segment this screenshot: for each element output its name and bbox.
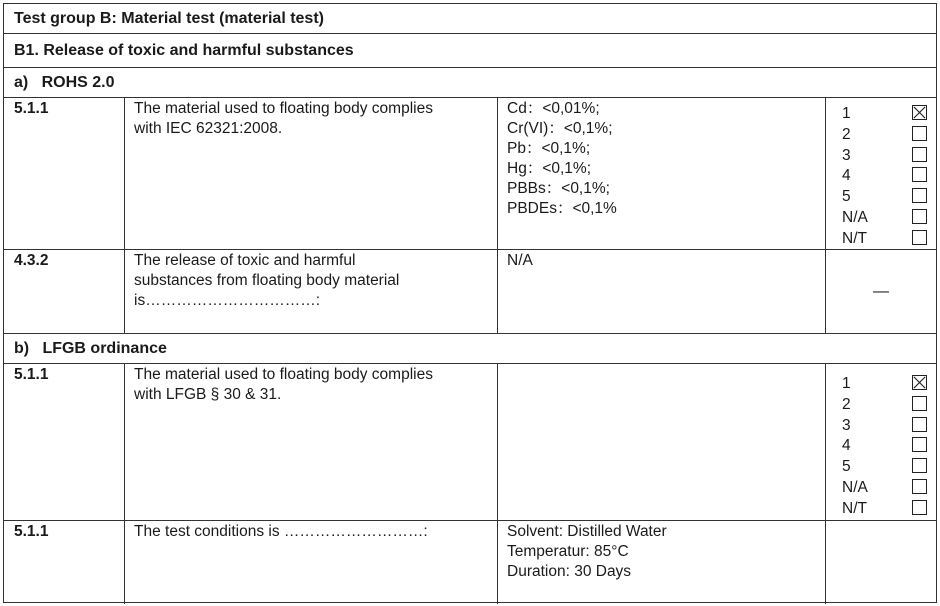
verdict-option <box>842 145 936 166</box>
result-cell <box>498 364 826 520</box>
checked-checkbox-icon[interactable] <box>912 375 927 390</box>
clause-cell: 5.1.1 <box>4 521 125 604</box>
verdict-option <box>842 435 936 456</box>
verdict-option <box>842 228 936 249</box>
checkbox-icon[interactable] <box>912 209 927 224</box>
requirement-line: is……………………………: <box>134 292 320 309</box>
checkbox-icon[interactable] <box>912 500 927 515</box>
verdict-label: N/A <box>842 478 868 496</box>
subsection-lfgb: b) LFGB ordinance <box>4 334 936 364</box>
test-group-heading: Test group B: Material test (material test) <box>4 4 936 34</box>
verdict-label: 5 <box>842 188 851 206</box>
verdict-cell <box>826 521 936 604</box>
verdict-option <box>842 186 936 207</box>
checkbox-icon[interactable] <box>912 126 927 141</box>
section-heading: B1. Release of toxic and harmful substances <box>4 34 936 68</box>
verdict-label: 1 <box>842 105 851 122</box>
verdict-label: N/T <box>842 229 867 247</box>
verdict-cell <box>826 250 936 333</box>
result-line: Cr(VI)：<0,1%; <box>507 120 613 137</box>
result-line: Hg：<0,1%; <box>507 160 592 177</box>
requirement-line: The test conditions is ………………………: <box>134 523 428 540</box>
table-row <box>4 250 936 334</box>
verdict-label: N/T <box>842 499 867 517</box>
checkbox-icon[interactable] <box>912 458 927 473</box>
clause-cell: 4.3.2 <box>4 250 125 333</box>
verdict-label: 5 <box>842 458 851 476</box>
verdict-list <box>842 373 936 519</box>
verdict-option <box>842 456 936 477</box>
result-line: Duration: 30 Days <box>507 563 632 580</box>
requirement-cell <box>125 98 498 249</box>
clause-cell: 5.1.1 <box>4 364 125 520</box>
checkbox-icon[interactable] <box>912 417 927 432</box>
verdict-option <box>842 103 936 124</box>
result-line: Cd：<0,01%; <box>507 100 600 117</box>
result-line: PBBs：<0,1%; <box>507 180 610 197</box>
verdict-option <box>842 498 936 519</box>
test-report-table <box>3 3 937 603</box>
checkbox-icon[interactable] <box>912 188 927 203</box>
result-line: PBDEs：<0,1% <box>507 200 617 217</box>
verdict-label: 2 <box>842 395 851 413</box>
verdict-option <box>842 477 936 498</box>
result-line: N/A <box>507 252 533 269</box>
verdict-label: 3 <box>842 416 851 434</box>
checked-checkbox-icon[interactable] <box>912 105 927 120</box>
verdict-option <box>842 165 936 186</box>
result-line: Pb：<0,1%; <box>507 140 591 157</box>
requirement-line: substances from floating body material <box>134 272 400 289</box>
table-row <box>4 364 936 521</box>
verdict-cell <box>826 98 936 249</box>
checkbox-icon[interactable] <box>912 479 927 494</box>
verdict-label: 4 <box>842 437 851 455</box>
result-cell <box>498 98 826 249</box>
result-cell <box>498 521 826 604</box>
clause-cell: 5.1.1 <box>4 98 125 249</box>
checkbox-icon[interactable] <box>912 437 927 452</box>
requirement-line: with IEC 62321:2008. <box>134 120 283 137</box>
checkbox-icon[interactable] <box>912 230 927 245</box>
table-row <box>4 98 936 250</box>
result-line: Solvent: Distilled Water <box>507 523 667 540</box>
table-row <box>4 521 936 604</box>
result-line: Temperatur: 85°C <box>507 543 629 560</box>
requirement-line: with LFGB § 30 & 31. <box>134 386 282 403</box>
verdict-label: 4 <box>842 167 851 185</box>
verdict-option <box>842 373 936 394</box>
verdict-label: N/A <box>842 208 868 226</box>
subsection-rohs: a) ROHS 2.0 <box>4 68 936 98</box>
requirement-cell <box>125 521 498 604</box>
verdict-option <box>842 124 936 145</box>
verdict-cell <box>826 364 936 520</box>
requirement-line: The material used to floating body complies <box>134 366 433 383</box>
requirement-line: The release of toxic and harmful <box>134 252 356 269</box>
result-cell <box>498 250 826 333</box>
verdict-option <box>842 207 936 228</box>
checkbox-icon[interactable] <box>912 167 927 182</box>
verdict-label: 2 <box>842 125 851 143</box>
verdict-label: 3 <box>842 146 851 164</box>
checkbox-icon[interactable] <box>912 147 927 162</box>
verdict-option <box>842 415 936 436</box>
verdict-list <box>842 103 936 249</box>
requirement-line: The material used to floating body complies <box>134 100 433 117</box>
verdict-option <box>842 394 936 415</box>
verdict-label: 1 <box>842 375 851 392</box>
requirement-cell <box>125 364 498 520</box>
requirement-cell <box>125 250 498 333</box>
verdict-dash: — <box>873 282 889 300</box>
checkbox-icon[interactable] <box>912 396 927 411</box>
